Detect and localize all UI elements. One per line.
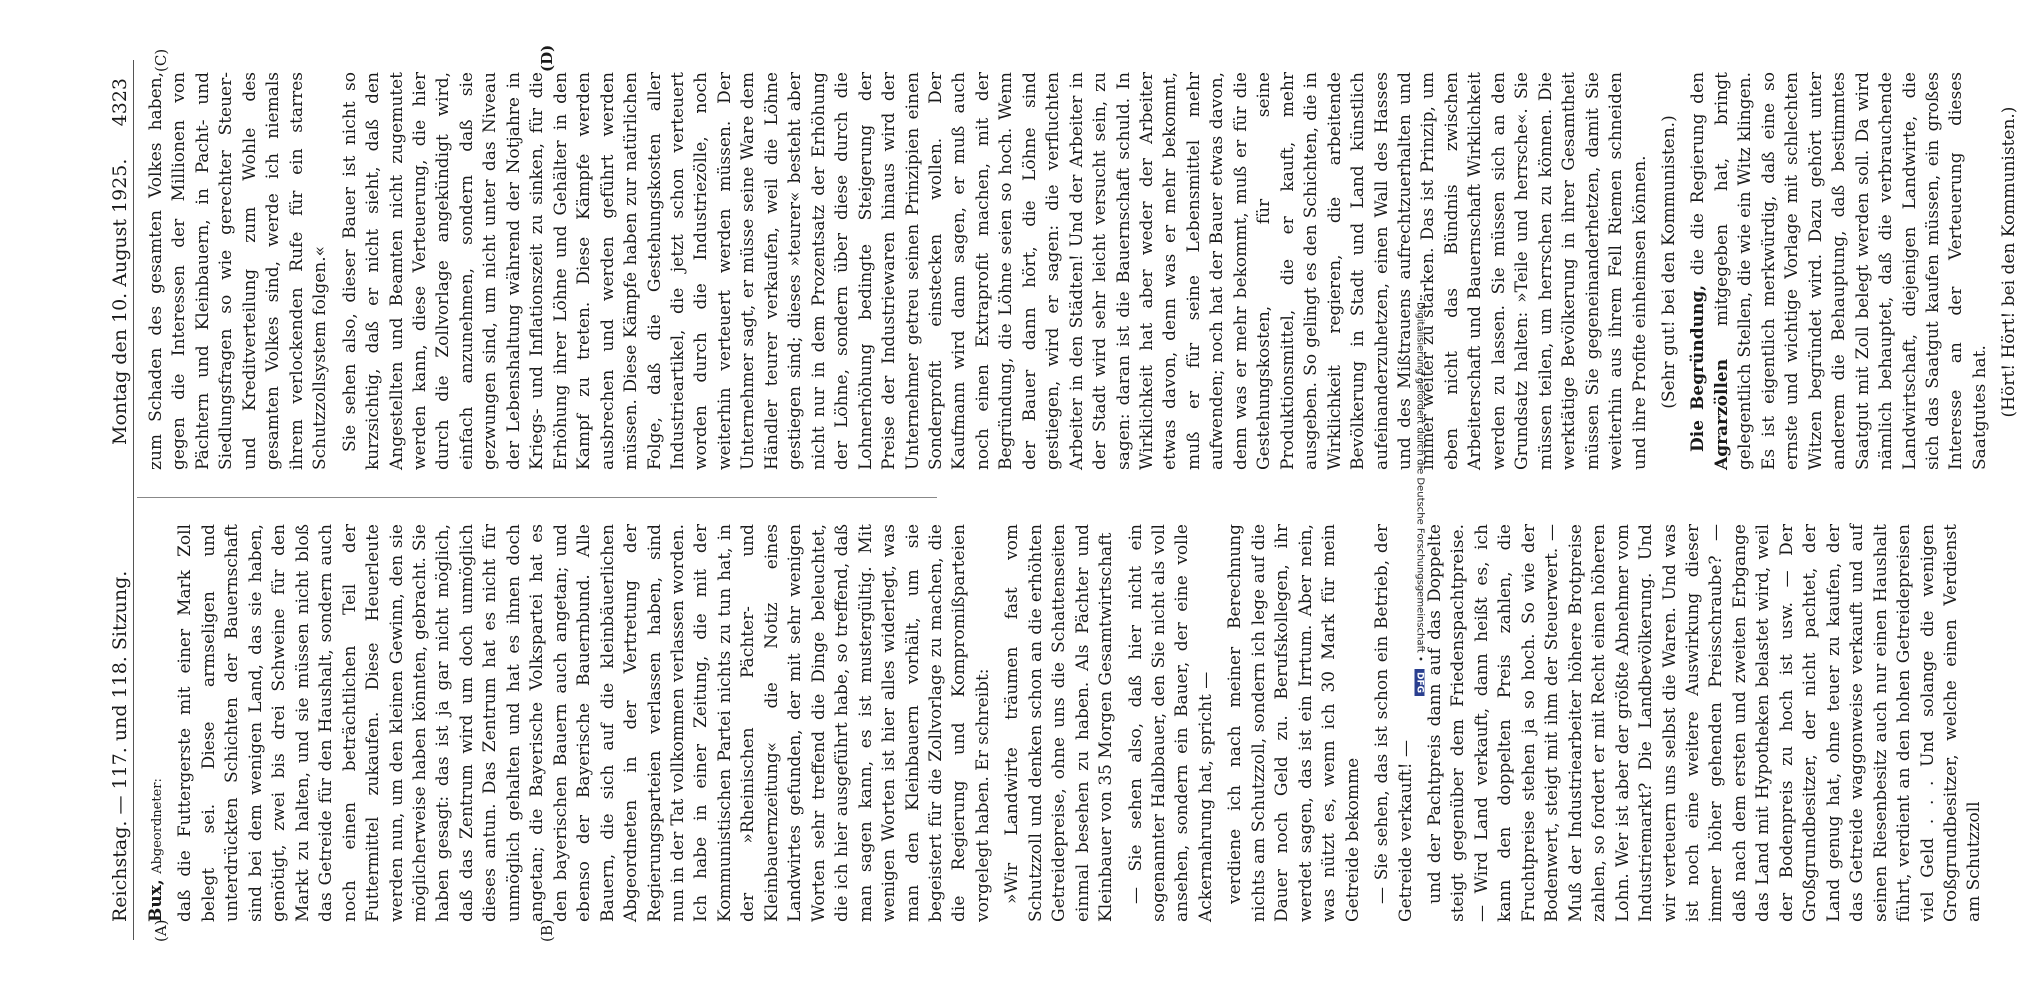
bold-term: Die Begründung,: [1688, 284, 1709, 452]
paragraph: — Sie sehen also, daß hier nicht ein sogenannter Halbbauer, den Sie nicht als voll ansehen, sondern ein Bauer, der eine volle Ackernahrung hat, spricht —: [1125, 524, 1216, 922]
interjection: (Hört! Hört! bei den Kommunisten.): [1999, 106, 2020, 418]
paragraph: zum Schaden des gesamten Volkes haben, gegen die Interessen der Millionen von Pächtern und Kleinbauern, in Pacht- und Siedlungsfragen so wie gerechter Steuer- und Kreditverteilung zum Wohle des gesamten Volkes sind, werde ich niemals ihrem verlockenden Rufe für ein starres Schutzzollsystem folgen.«: [146, 72, 331, 470]
paragraph: Sie sehen also, dieser Bauer ist nicht so kurzsichtig, daß er nicht sieht, daß den Angestellten und Beamten nicht zugemutet werden kann, diese Verteuerung, die hier durch die Zollvorlage angekündigt wird, einfach anzunehmen, sondern daß sie gezwungen sind, um nicht unter das Niveau der Lebenshaltung während der Notjahre in Kriegs- und Inflationszeit zu sinken, für die Erhöhung ihrer Löhne und Gehälter in den Kampf zu treten. Diese Kämpfe werden ausbrechen und werden geführt werden müssen. Diese Kämpfe haben zur natürlichen Folge, daß die Gestehungskosten aller Industrieartikel, die jetzt schon verteuert worden durch die Industriezölle, noch weiterhin verteuert werden müssen. Der Unternehmer sagt, er müsse seine Ware dem Händler teurer verkaufen, weil die Löhne gestiegen sind; dieses »teurer« besteht aber nicht nur in dem Prozentsatz der Erhöhung der Löhne, sondern über diese durch die Lohnerhöhung bedingte Steigerung der Preise der Industriewaren hinaus wird der Unternehmer getreu seinen Prinzipien einen Sonderprofit einstecken wollen. Der Kaufmann wird dann sagen, er muß auch noch einen Extraprofit machen, mit der Begründung, die Löhne seien so hoch. Wenn der Bauer dann hört, die Löhne sind gestiegen, wird er sagen: die verfluchten Arbeiter in den Städten! Und der Arbeiter in der Stadt wird sehr leicht versucht sein, zu sagen: daran ist die Bauernschaft schuld. In Wirklichkeit hat aber weder der Arbeiter etwas davon, denn was er mehr bekommt, muß er für seine Lebensmittel mehr aufwenden; noch hat der Bauer etwas davon, denn was er mehr bekommt, muß er für die Gestehungskosten, für seine Produktionsmittel, die er kauft, mehr ausgeben. So gelingt es den Schichten, die in Wirklichkeit regieren, die arbeitende Bevölkerung in Stadt und Land künstlich aufeinanderzuhetzen, einen Wall des Hasses und des Mißtrauens aufrechtzuerhalten und immer weiter zu stärken. Das ist Prinzip, um eben nicht das Bündnis zwischen Arbeiterschaft und Bauernschaft Wirklichkeit werden zu lassen. Sie müssen sich an den Grundsatz halten: »Teile und herrsche«. Sie müssen teilen, um herrschen zu können. Die werktätige Bevölkerung in ihrer Gesamtheit müssen Sie gegeneinanderhetzen, damit Sie weiterhin aus ihrem Fell Riemen schneiden und ihre Profite einheimsen können.: [339, 72, 1650, 470]
margin-mark-d: (D): [538, 44, 556, 72]
header-date: Montag den 10. August 1925.: [109, 158, 131, 445]
text-run: mitgegeben hat, bringt gelegentlich Stellen, die wie ein Witz klingen. Es ist eigentlich merkwürdig, daß eine so ernste und wichtige Vorlage mit schlechten Witzen begründet wird. Dazu gehört unter anderem die Behauptung, daß bestimmtes Saatgut mit Zoll belegt werden soll. Da wird nämlich behauptet, daß die verbrauchende Landwirtschaft, diejenigen Landwirte, die sich das Saatgut kaufen müssen, ein großes Interesse an der Verteuerung dieses Saatgutes hat.: [1711, 71, 1990, 470]
speaker-role: Abgeordneter:: [150, 778, 165, 874]
text-run: die die Regierung den: [1688, 71, 1709, 276]
column-divider: [137, 497, 937, 498]
margin-mark-c: (C): [152, 48, 170, 72]
paragraph: — Sie sehen, das ist schon ein Betrieb, der Getreide verkauft! —: [1372, 524, 1416, 922]
digitization-credit: [1410, 4, 1430, 994]
credit-text: Digitalisierung gefördert durch die Deutsche Forschungsgemeinschaft •: [1414, 301, 1426, 662]
paragraph: [1687, 72, 1992, 470]
paragraph: verdiene ich nach meiner Berechnung nichts am Schutzzoll, sondern ich lege auf die Dauer noch Geld zu. Berufskollegen, ihr werdet sagen, das ist ein Irrtum. Aber nein, was nützt es, wenn ich 30 Mark für mein Getreide bekomme: [1225, 524, 1363, 922]
paragraph: [145, 524, 168, 922]
paragraph: daß die Futtergerste mit einer Mark Zoll belegt sei. Diese armseligen und unterdrückten Schichten der Bauernschaft sind bei dem wenigen Land, das sie haben, genötigt, zwei bis drei Schweine für den Markt zu halten, und sie müssen nicht bloß das Getreide für den Haushalt, sondern auch noch einen beträchtlichen Teil der Futtermittel zukaufen. Diese Heuerleute werden nun, um den kleinen Gewinn, den sie möglicherweise haben könnten, gebracht. Sie haben gesagt: das ist ja gar nicht möglich, daß das Zentrum wird um doch unmöglich dieses antun. Das Zentrum hat es nicht für unmöglich gehalten und hat es ihnen doch angetan; die Bayerische Volkspartei hat es den bayerischen Bauern auch angetan; und ebenso der Bayerische Bauernbund. Alle Bauern, die sich auf die kleinbäuerlichen Abgeordneten in der Vertretung der Regierungsparteien verlassen haben, sind nun in der Tat vollkommen verlassen worden. Ich habe in einer Zeitung, die mit der Kommunistischen Partei nichts zu tun hat, in der »Rheinischen Pächter- und Kleinbauernzeitung« die Notiz eines Landwirtes gefunden, der mit sehr wenigen Worten sehr treffend die Dinge beleuchtet, die ich hier ausgeführt habe, so treffend, daß man sagen kann, es ist mustergültig. Mit wenigen Worten ist hier alles widerlegt, was man den Kleinbauern vorhält, um sie begeistert für die Zollvorlage zu machen, die die Regierung und Kompromißparteien vorgelegt haben. Er schreibt:: [175, 524, 993, 922]
header-session: Reichstag. — 117. und 118. Sitzung.: [109, 570, 131, 922]
bold-term: Agrarzöllen: [1711, 358, 1732, 470]
quotation: »Wir Landwirte träumen fast vom Schutzzoll und denken schon an die erhöhten Getreidepreise, ohne uns die Schattenseiten einmal besehen zu haben. Als Pächter und Kleinbauer von 35 Morgen Gesamtwirtschaft: [1002, 524, 1117, 922]
running-header: [107, 60, 134, 940]
paragraph: und der Pachtpreis dann auf das Doppelte steigt gegenüber dem Friedenspachtpreise. — Wird Land verkauft, dann heißt es, ich kann den doppelten Preis zahlen, die Fruchtpreise stehen ja so hoch. So wie der Bodenwert, steigt mit ihm der Steuerwert. — Muß der Industriearbeiter höhere Brotpreise zahlen, so fordert er mit Recht einen höheren Lohn. Wer ist aber der größte Abnehmer vom Industriemarkt? Die Landbevölkerung. Und wir verteuern uns selbst die Waren. Und was ist noch eine weitere Auswirkung dieser immer höher gehenden Preisschraube? — daß nach dem ersten und zweiten Erbgange das Land mit Hypotheken belastet wird, weil der Bodenpreis zu hoch ist usw. — Der Großgrundbesitzer, der nicht pachtet, der Land genug hat, ohne teuer zu kaufen, der das Getreide waggonweise verkauft und auf seinen Riesenbesitz auch nur einen Haushalt führt, verdient an den hohen Getreidepreisen viel Geld . . . Und solange die wenigen Großgrundbesitzer, welche einen Verdienst am Schutzzoll: [1425, 524, 1985, 922]
margin-mark-b: (B): [538, 919, 556, 942]
margin-mark-a: (A): [152, 919, 170, 942]
speaker-name: Bux,: [146, 879, 166, 922]
column-right: [145, 71, 2020, 470]
dfg-logo: DFG: [1415, 669, 1425, 696]
page-number: 4323: [109, 78, 131, 127]
interjection: (Sehr gut! bei den Kommunisten.): [1659, 115, 1679, 409]
